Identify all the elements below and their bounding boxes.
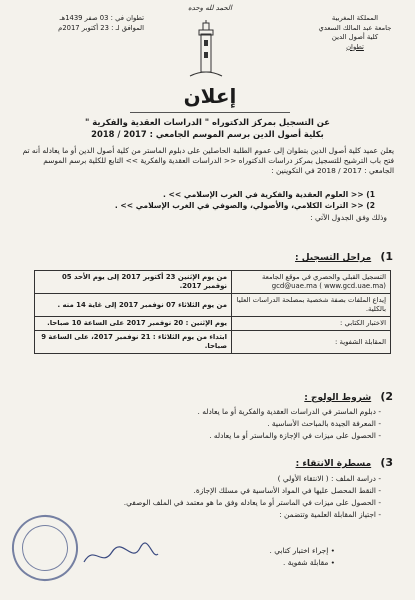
- registration-table: [34, 270, 391, 354]
- program-item: 1) << العلوم العقدية والفكرية في الغرب الإسلامي >> .: [163, 190, 375, 199]
- sub-list-item: • إجراء اختبار كتابي .: [269, 546, 335, 555]
- stamp-inner-ring: [18, 521, 73, 576]
- section-number: 1): [380, 250, 393, 263]
- basmala: الحمد لله وحده: [187, 4, 233, 12]
- title-underline: [130, 112, 290, 113]
- table-row: [35, 271, 391, 294]
- selection-list: [21, 473, 381, 521]
- table-row: [35, 294, 391, 317]
- conditions-list: [51, 406, 381, 442]
- list-item: - النقط المحصل عليها في المواد الأساسية في مسلك الإجازة.: [193, 486, 381, 495]
- hijri-date: تطوان في : 03 صفر 1439هـ: [59, 14, 144, 22]
- section-conditions-heading: [193, 390, 393, 403]
- section-label: شروط الولوج :: [304, 393, 372, 403]
- subtitle: عن التسجيل بمركز الدكتوراه " الدراسات العقدية والفكرية ": [84, 117, 330, 127]
- table-row: [35, 317, 391, 331]
- list-item: - الحصول على ميزات في الإجازة والماستر أو ما يعادله .: [209, 431, 381, 440]
- interview-sub-list: [135, 545, 335, 569]
- table-cell-step: إيداع الملفات بصفة شخصية بمصلحة الدراسات العليا بالكلية.: [232, 294, 391, 317]
- sub-list-item: • مقابلة شفوية .: [283, 558, 335, 567]
- table-cell-date: ابتداء من يوم الثلاثاء : 21 نوفمبر 2017، على الساعة 9 صباحا.: [35, 331, 232, 354]
- header-line: تطوان: [346, 42, 364, 51]
- header-line: جامعة عبد المالك السعدي: [318, 23, 392, 32]
- table-row: [35, 331, 391, 354]
- section-label: مسطرة الانتقاء :: [295, 459, 372, 469]
- program-item: 2) << التراث الكلامي، والأصولي، والصوفي في الغرب الإسلامي >> .: [114, 201, 375, 210]
- gregorian-date: الموافق لـ : 23 أكتوبر 2017م: [58, 23, 144, 32]
- table-cell-step: الاختبار الكتابي :: [232, 317, 391, 331]
- schedule-note: وذلك وفق الجدول الآتي :: [310, 213, 387, 222]
- table-cell-step: التسجيل القبلي والحصري في موقع الجامعة gcd@uae.ma ( www.gcd.uae.ma): [232, 271, 391, 294]
- table-cell-date: يوم الإثنين : 20 نوفمبر 2017 على الساعة 10 صباحا.: [35, 317, 232, 331]
- list-item: - الحصول على ميزات في الماستر أو ما يعادله وفق ما هو معتمد في الملف الوصفي.: [123, 498, 381, 507]
- programs-list: [75, 189, 375, 211]
- institution-header: [305, 14, 405, 52]
- section-number: 3): [380, 456, 393, 469]
- subtitle-year: بكلية أصول الدين برسم الموسم الجامعي : 2017 / 2018: [91, 129, 324, 139]
- table-cell-step: المقابلة الشفوية :: [232, 331, 391, 354]
- header-line: كلية أصول الدين: [331, 33, 379, 41]
- section-selection-heading: [193, 456, 393, 469]
- section-label: مراحل التسجيل :: [295, 253, 372, 263]
- intro-paragraph: يعلن عميد كلية أصول الدين بتطوان إلى عموم الطلبة الحاصلين على دبلوم الماستر من كلية أصول الدين أو ما يعادله أنه تم فتح باب الترشيح للتسجيل بمركز دراسات الدكتوراه << الدراسات العقدية والفكرية >> التابع للكلية برسم الموسم الجامعي : 2017 / 2018 في التكوينين :: [22, 146, 394, 175]
- minaret-logo-icon: [188, 20, 224, 78]
- signature-icon: [80, 540, 160, 570]
- page-title: إعلان: [183, 84, 237, 108]
- list-item: - دبلوم الماستر في الدراسات العقدية والفكرية أو ما يعادله .: [197, 407, 381, 416]
- list-item: - المعرفة الجيدة بالمباحث الأساسية .: [267, 419, 381, 428]
- table-cell-date: من يوم الثلاثاء 07 نوفمبر 2017 إلى غاية 14 منه .: [35, 294, 232, 317]
- section-registration-heading: [193, 250, 393, 263]
- section-number: 2): [380, 390, 393, 403]
- table-cell-date: من يوم الإثنين 23 أكتوبر 2017 إلى يوم الأحد 05 نوفمبر 2017.: [35, 271, 232, 294]
- list-item: - اجتياز المقابلة العلمية وتتضمن :: [279, 510, 381, 519]
- list-item: - دراسة الملف : ( الانتقاء الأولي ): [277, 474, 381, 483]
- date-header: [14, 14, 144, 33]
- header-line: المملكة المغربية: [331, 14, 379, 22]
